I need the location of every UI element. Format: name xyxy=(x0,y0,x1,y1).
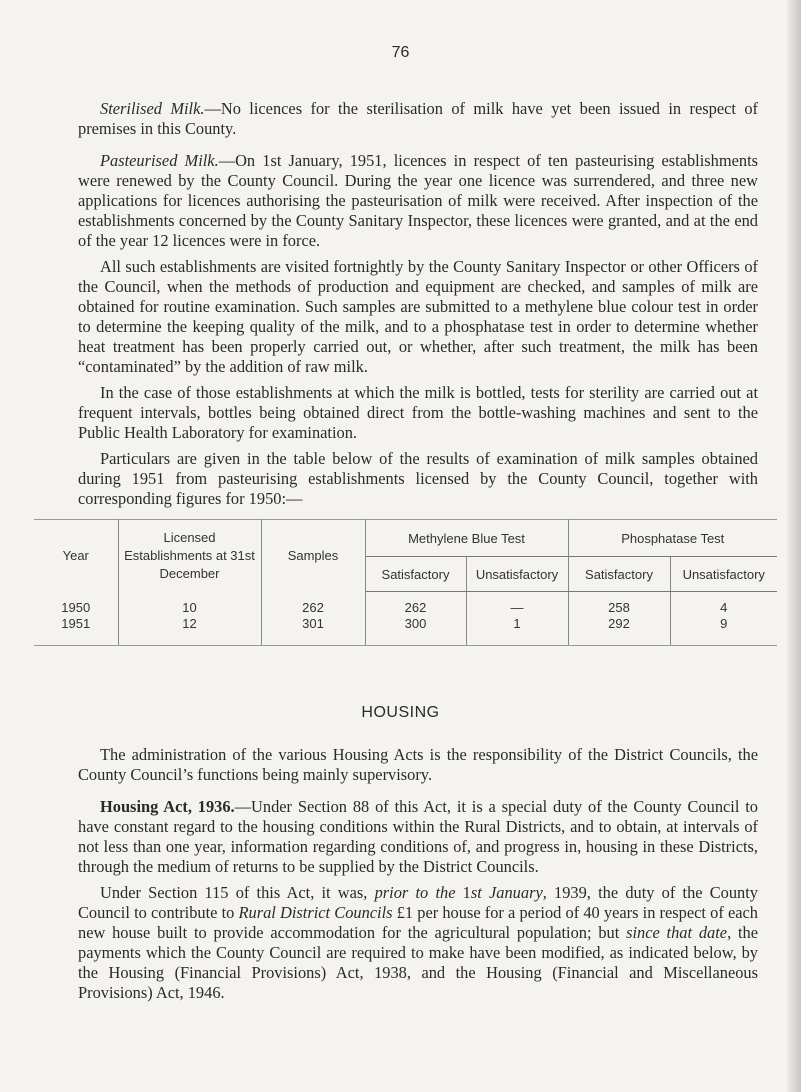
housing-act-paragraph xyxy=(78,797,758,877)
cell-ph-unsatisfactory: 9 xyxy=(670,616,777,646)
col-header-samples: Samples xyxy=(261,520,365,592)
section-115-paragraph xyxy=(78,883,758,1003)
cell-year: 1951 xyxy=(34,616,118,646)
sterilised-paragraph xyxy=(78,99,758,139)
table-row xyxy=(34,616,777,646)
pasteurised-paragraph-3: In the case of those establishments at which the milk is bottled, tests for sterility are carried out at frequent intervals, bottles being obtained direct from the bottle-washing machines and sent to the Public Health Laboratory for examination. xyxy=(78,383,758,442)
housing-act-text: —Under Section 88 of this Act, it is a special duty of the County Council to have constant regard to the housing conditions within the Rural Districts, and to obtain, at intervals of not less than one year, information regarding conditions of, and progress in, housing in these Districts, through the medium of returns to be supplied by the District Councils. xyxy=(78,797,758,876)
pasteurised-text: —On 1st January, 1951, licences in respect of ten pasteurising establishments were renewed by the County Council. During the year one licence was surrendered, and three new applications for licences authorising the pasteurisation of milk were received. After inspection of the establishments concerned by the County Sanitary Inspector, these licences were granted, and at the end of the year 12 licences were in force. xyxy=(78,151,759,250)
sterilised-lead: Sterilised Milk. xyxy=(100,99,205,118)
cell-mb-unsatisfactory: 1 xyxy=(466,616,568,646)
col-header-methylene-blue: Methylene Blue Test xyxy=(365,520,568,557)
s115-text-e: , the payments which the County Council are required to make have been modified, as indicated below, by the Housing (Financial Provisions) Act, 1938, and the Housing (Financial and Miscellaneous Provisions) Act, 1946. xyxy=(78,923,758,1002)
housing-act-lead: Housing Act, 1936. xyxy=(100,797,235,816)
housing-section xyxy=(78,745,758,1009)
milk-section xyxy=(78,99,758,515)
subheader-mb-unsatisfactory: Unsatisfactory xyxy=(466,557,568,592)
s115-italic-4: since that date xyxy=(626,923,728,942)
milk-results-table xyxy=(34,519,777,646)
cell-licensed: 12 xyxy=(118,616,261,646)
s115-italic-1: prior to the xyxy=(374,883,456,902)
cell-samples: 262 xyxy=(261,592,365,617)
housing-paragraph-1: The administration of the various Housing Acts is the responsibility of the District Councils, the County Council’s functions being mainly supervisory. xyxy=(78,745,758,784)
cell-licensed: 10 xyxy=(118,592,261,617)
pasteurised-paragraph-2: All such establishments are visited fortnightly by the County Sanitary Inspector or other Officers of the Council, when the methods of production and equipment are checked, and samples of milk are obtained for routine examination. Such samples are submitted to a methylene blue colour test in order to determine the keeping quality of the milk, and to a phosphatase test in order to determine whether heat treatment has been properly carried out, or whether, after such treatment, the milk has been “contaminated” by the addition of raw milk. xyxy=(78,257,758,376)
page-edge-shadow xyxy=(787,0,801,1092)
s115-text-b: 1 xyxy=(455,883,471,902)
col-header-year: Year xyxy=(62,548,89,564)
cell-ph-unsatisfactory: 4 xyxy=(670,592,777,617)
cell-mb-satisfactory: 262 xyxy=(365,592,466,617)
s115-text-a: Under Section 115 of this Act, it was, xyxy=(100,883,375,902)
cell-ph-satisfactory: 292 xyxy=(568,616,670,646)
s115-italic-3: Rural District Councils xyxy=(238,903,393,922)
sterilised-text: —No licences for the sterilisation of milk have yet been issued in respect of premises in this County. xyxy=(78,99,758,138)
cell-samples: 301 xyxy=(261,616,365,646)
col-header-phosphatase: Phosphatase Test xyxy=(568,520,777,557)
subheader-ph-satisfactory: Satisfactory xyxy=(568,557,670,592)
cell-mb-satisfactory: 300 xyxy=(365,616,466,646)
subheader-mb-satisfactory: Satisfactory xyxy=(365,557,466,592)
housing-heading: HOUSING xyxy=(361,704,440,721)
s115-text-d: £1 per house for a period of 40 years in respect of each new house built to provide accommodation for the agricultural population; but xyxy=(78,903,758,942)
page-number: 76 xyxy=(391,44,410,61)
pasteurised-paragraph-4: Particulars are given in the table below of the results of examination of milk samples obtained during 1951 from pasteurising establishments licensed by the County Council, together with corresponding figures for 1950:— xyxy=(78,449,758,508)
cell-mb-unsatisfactory: — xyxy=(466,592,568,617)
table-row xyxy=(34,592,777,617)
pasteurised-lead: Pasteurised Milk. xyxy=(100,151,219,170)
pasteurised-paragraph xyxy=(78,151,758,251)
s115-text-c: , 1939, the duty of the County Council to contribute to xyxy=(78,883,758,922)
cell-ph-satisfactory: 258 xyxy=(568,592,670,617)
col-header-licensed: Licensed Establishments at 31st December xyxy=(118,520,261,592)
s115-italic-2: st January xyxy=(470,883,543,902)
subheader-ph-unsatisfactory: Unsatisfactory xyxy=(670,557,777,592)
cell-year: 1950 xyxy=(61,599,91,615)
milk-results-table-wrapper xyxy=(34,519,777,646)
